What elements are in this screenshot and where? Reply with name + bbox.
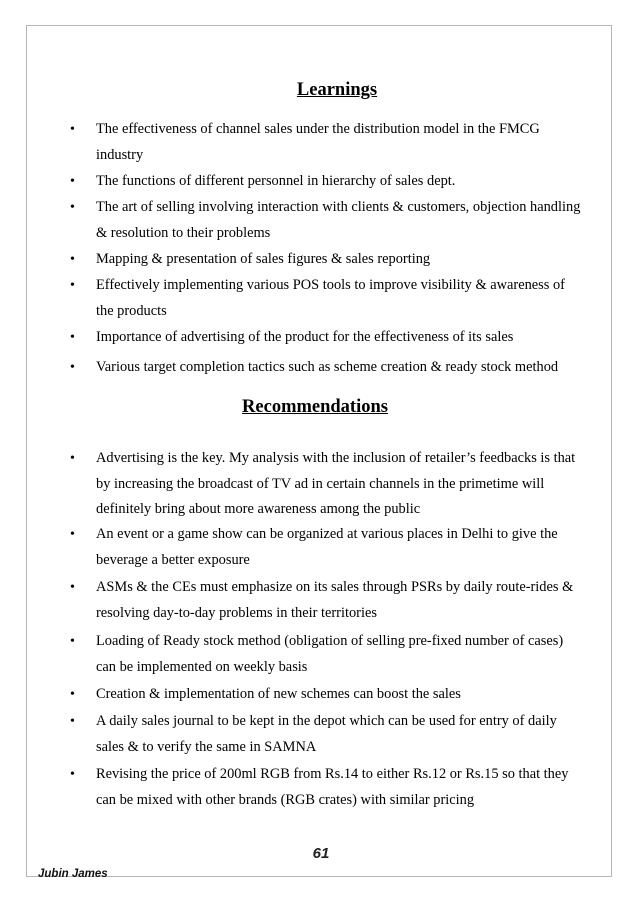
list-item: • Effectively implementing various POS tools to improve visibility & awareness of the products xyxy=(96,273,586,324)
learnings-heading: Learnings xyxy=(296,80,378,100)
list-item: • Advertising is the key. My analysis with the inclusion of retailer’s feedbacks is that by increasing the broadcast of TV ad in certain channels in the primetime will definitely bring about more awareness among the public xyxy=(96,446,586,523)
list-item: • Mapping & presentation of sales figures & sales reporting xyxy=(96,247,586,273)
list-item: • Creation & implementation of new schemes can boost the sales xyxy=(96,682,586,708)
list-item: • The art of selling involving interaction with clients & customers, objection handling & resolution to their problems xyxy=(96,195,586,246)
page-number: 61 xyxy=(312,845,330,862)
list-item: • Revising the price of 200ml RGB from Rs.14 to either Rs.12 or Rs.15 so that they can be mixed with other brands (RGB crates) with similar pricing xyxy=(96,762,586,813)
list-item: • ASMs & the CEs must emphasize on its sales through PSRs by daily route-rides & resolving day-to-day problems in their territories xyxy=(96,575,586,626)
list-item: • Loading of Ready stock method (obligation of selling pre-fixed number of cases) can be implemented on weekly basis xyxy=(96,629,586,680)
footer-author: Jubin James xyxy=(38,868,108,880)
list-item: • The functions of different personnel in hierarchy of sales dept. xyxy=(96,169,586,195)
list-item: • An event or a game show can be organized at various places in Delhi to give the beverage a better exposure xyxy=(96,522,586,573)
list-item: • Various target completion tactics such as scheme creation & ready stock method xyxy=(96,355,586,381)
list-item: • Importance of advertising of the product for the effectiveness of its sales xyxy=(96,325,586,351)
list-item: • A daily sales journal to be kept in the depot which can be used for entry of daily sales & to verify the same in SAMNA xyxy=(96,709,586,760)
list-item: • The effectiveness of channel sales under the distribution model in the FMCG industry xyxy=(96,117,586,168)
recommendations-heading: Recommendations xyxy=(242,397,388,417)
